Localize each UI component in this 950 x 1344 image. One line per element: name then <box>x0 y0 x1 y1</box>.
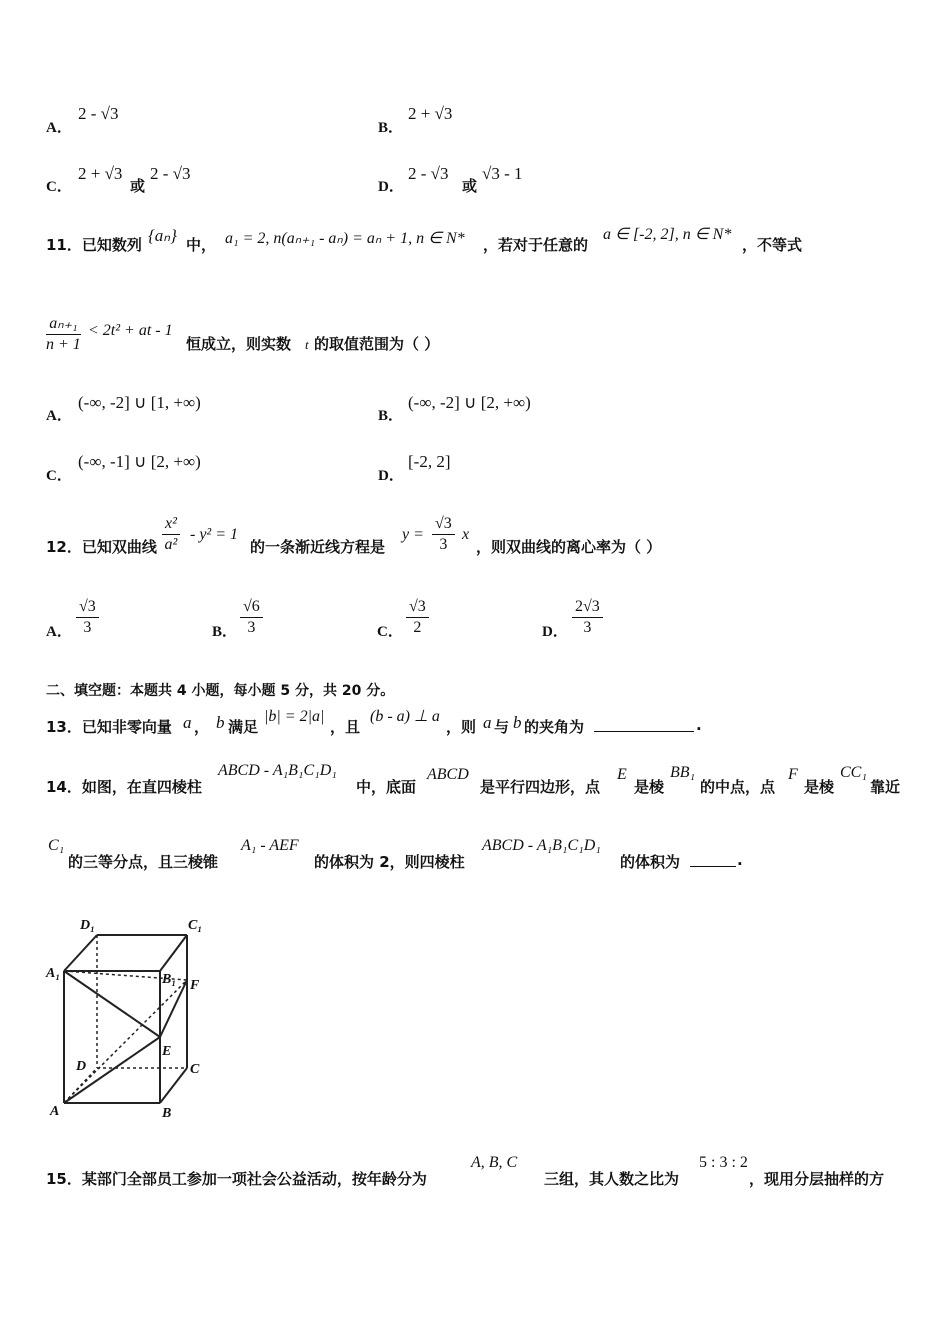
q13-end: . <box>696 716 702 734</box>
fig-label-c: C <box>190 1062 200 1077</box>
q13-with: 与 <box>494 718 510 736</box>
q13-vector-a: a <box>183 713 192 732</box>
q13-number: 13．已知非零向量 <box>46 718 172 736</box>
segment-a1e <box>64 971 160 1037</box>
fig-label-e: E <box>162 1044 172 1059</box>
q14-pyramid: A₁ - AEF <box>241 837 299 854</box>
q14-mid6: 靠近 <box>870 778 901 796</box>
q11-fraction-den: n + 1 <box>46 336 81 353</box>
q12-number: 12．已知双曲线 <box>46 538 157 556</box>
q10-option-c-expr2: 2 - √3 <box>150 164 191 183</box>
q14-edge-bb1: BB₁ <box>670 764 696 781</box>
q10-option-d-label: D． <box>378 179 404 195</box>
q10-option-d-expr1: 2 - √3 <box>408 164 449 183</box>
q14-end: . <box>737 851 743 869</box>
q12-tail: ，则双曲线的离心率为（ ） <box>476 538 662 556</box>
q12-middle: 的一条渐近线方程是 <box>250 538 386 556</box>
q12-option-a-num: √3 <box>76 597 99 618</box>
q13-vector-a2: a <box>483 713 492 732</box>
q10-option-c-or: 或 <box>130 177 146 195</box>
q11-inequality-rhs: < 2t² + at - 1 <box>88 322 173 339</box>
q15-ratio: 5 : 3 : 2 <box>699 1154 748 1171</box>
q13-and: ，且 <box>330 718 361 736</box>
q11-var-t: t <box>305 337 309 352</box>
section-heading-fill-in: 二、填空题：本题共 4 小题，每小题 5 分，共 20 分。 <box>46 683 395 699</box>
q14-prism: ABCD - A₁B₁C₁D₁ <box>218 762 337 779</box>
q12-option-b-label: B． <box>212 624 238 640</box>
q10-option-c-label: C． <box>46 179 72 195</box>
q12-option-c-den: 2 <box>413 619 422 636</box>
q13-then: ，则 <box>446 718 477 736</box>
q15-groups: A, B, C <box>471 1154 518 1171</box>
q12-option-c-num: √3 <box>406 597 429 618</box>
q12-hyperbola-num: x² <box>162 514 180 535</box>
edge-c1b1 <box>160 935 187 971</box>
q12-option-d-label: D． <box>542 624 568 640</box>
q11-tail: 恒成立，则实数 <box>186 335 292 353</box>
q14-mid4: 的中点，点 <box>700 778 776 796</box>
q10-option-d-expr2: √3 - 1 <box>482 164 523 183</box>
q15-tail: ，现用分层抽样的方 <box>749 1170 885 1188</box>
fig-label-a: A <box>50 1104 60 1119</box>
q14-line2a: 的三等分点，且三棱锥 <box>68 853 219 871</box>
q12-option-a <box>76 597 99 638</box>
q10-option-c-expr1: 2 + √3 <box>78 164 123 183</box>
q11-option-c-label: C． <box>46 468 72 484</box>
q14-mid2: 是平行四边形，点 <box>480 778 601 796</box>
q14-edge-cc1: CC₁ <box>840 764 867 781</box>
q12-option-d <box>572 597 603 638</box>
q12-option-a-den: 3 <box>83 619 92 636</box>
q11-number: 11．已知数列 <box>46 236 142 254</box>
q12-option-b-den: 3 <box>247 619 256 636</box>
edge-d1a1 <box>64 935 97 971</box>
q13-condition1: |b| = 2|a| <box>264 708 325 725</box>
q14-base: ABCD <box>427 766 469 783</box>
q11-zhong: 中， <box>186 236 217 254</box>
q11-option-a-label: A． <box>46 408 72 424</box>
q11-option-d-label: D． <box>378 468 404 484</box>
q11-range: a ∈ [-2, 2], n ∈ N* <box>603 226 732 243</box>
q11-option-c: (-∞, -1] ∪ [2, +∞) <box>78 452 201 471</box>
q14-prism-figure <box>40 905 220 1130</box>
q15-mid: 三组，其人数之比为 <box>544 1170 680 1188</box>
q12-hyperbola-rest: - y² = 1 <box>190 526 239 543</box>
q11-option-b: (-∞, -2] ∪ [2, +∞) <box>408 393 531 412</box>
fig-label-c1: C₁ <box>188 918 203 933</box>
q13-vector-b: b <box>216 713 225 732</box>
q11-fraction-num: aₙ₊₁ <box>46 314 80 335</box>
fig-label-d: D <box>76 1059 87 1074</box>
q10-option-b: 2 + √3 <box>408 104 453 123</box>
q14-answer-blank[interactable] <box>690 852 736 867</box>
q13-vector-b2: b <box>513 713 522 732</box>
q12-option-d-den: 3 <box>583 619 592 636</box>
fig-label-f: F <box>190 978 200 993</box>
q12-hyperbola-fraction <box>162 514 180 555</box>
q12-asymptote-num: √3 <box>432 514 455 535</box>
q11-sequence: {aₙ} <box>148 226 177 245</box>
q14-point-f: F <box>788 766 798 783</box>
q14-line2c: 的体积为 <box>620 853 681 871</box>
q12-option-d-num: 2√3 <box>572 597 603 618</box>
fig-label-b1: B₁ <box>162 972 177 987</box>
q13-satisfy: 满足 <box>228 718 259 736</box>
edge-bc <box>160 1068 187 1103</box>
q11-option-b-label: B． <box>378 408 404 424</box>
q11-inequality-word: ，不等式 <box>742 236 803 254</box>
q14-mid3: 是棱 <box>634 778 665 796</box>
q14-point-c1: C₁ <box>48 837 65 854</box>
q10-option-d-or: 或 <box>462 177 478 195</box>
q10-option-a: 2 - √3 <box>78 104 119 123</box>
q10-option-b-label: B． <box>378 120 404 136</box>
q14-mid1: 中，底面 <box>356 778 417 796</box>
q13-answer-blank[interactable] <box>594 717 694 732</box>
q13-angle: 的夹角为 <box>524 718 585 736</box>
q11-condition: a₁ = 2, n(aₙ₊₁ - aₙ) = aₙ + 1, n ∈ N* <box>225 230 465 247</box>
q12-option-c <box>406 597 429 638</box>
q11-tail2: 的取值范围为（ ） <box>314 335 440 353</box>
q14-point-e: E <box>617 766 627 783</box>
q12-option-b-num: √6 <box>240 597 263 618</box>
q11-option-a: (-∞, -2] ∪ [1, +∞) <box>78 393 201 412</box>
q15-number: 15．某部门全部员工参加一项社会公益活动，按年龄分为 <box>46 1170 427 1188</box>
q11-option-d: [-2, 2] <box>408 452 451 471</box>
q12-asymptote-den: 3 <box>439 536 448 553</box>
q12-option-b <box>240 597 263 638</box>
q11-fraction <box>46 314 81 355</box>
q12-option-a-label: A． <box>46 624 72 640</box>
fig-label-d1: D₁ <box>80 918 95 933</box>
q13-comma: ， <box>194 718 210 736</box>
q12-option-c-label: C． <box>377 624 403 640</box>
q14-number: 14．如图，在直四棱柱 <box>46 778 202 796</box>
q12-hyperbola-den: a² <box>164 536 178 553</box>
segment-af-hidden <box>64 980 187 1103</box>
q14-mid5: 是棱 <box>804 778 835 796</box>
segment-ef <box>160 980 187 1037</box>
fig-label-b: B <box>162 1106 172 1121</box>
q12-asymptote-lhs: y = <box>402 526 424 543</box>
q12-asymptote-x: x <box>462 526 470 543</box>
q12-asymptote-fraction <box>432 514 455 555</box>
q14-line2b: 的体积为 2，则四棱柱 <box>314 853 465 871</box>
fig-label-a1: A₁ <box>46 966 61 981</box>
q10-option-a-label: A． <box>46 120 72 136</box>
q11-ruo: ，若对于任意的 <box>483 236 589 254</box>
q13-condition2: (b - a) ⊥ a <box>370 708 440 725</box>
q14-prism2: ABCD - A₁B₁C₁D₁ <box>482 837 601 854</box>
